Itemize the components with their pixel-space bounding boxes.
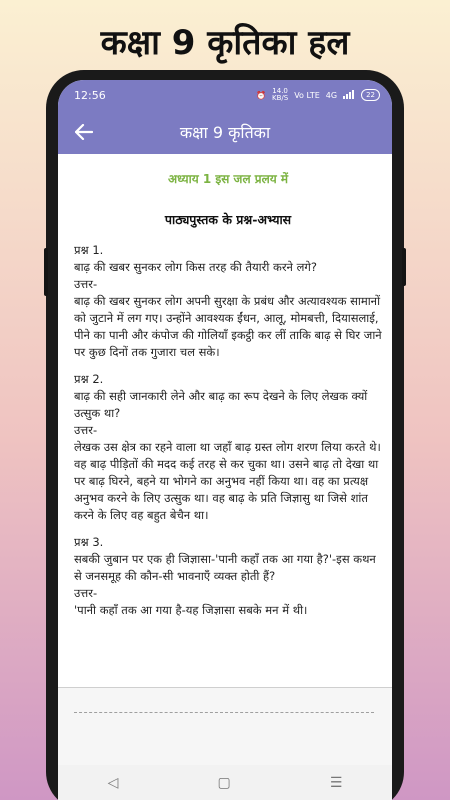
app-bar [58,110,392,154]
promo-title: कक्षा 9 कृतिका हल [100,23,350,63]
alarm-icon: ⏰ [256,90,266,100]
ad-area [58,688,392,765]
section-title: पाठ्यपुस्तक के प्रश्न-अभ्यास [164,212,292,227]
nav-recents-button[interactable]: ☰ [329,774,343,791]
question-block [74,242,382,361]
nav-home-button[interactable]: ▢ [217,774,231,791]
answer-label: उत्तर- [74,423,98,437]
phone-screen [58,80,392,800]
content[interactable] [58,154,392,619]
question-label: प्रश्न 1. [74,243,104,257]
signal-icon [343,90,355,101]
clipped-text-line [74,712,374,718]
app-title: कक्षा 9 कृतिका [179,123,271,142]
answer-label: उत्तर- [74,277,98,291]
question-label: प्रश्न 2. [74,372,104,386]
network-speed: 14.0 KB/S [271,87,289,102]
status-bar [58,80,392,110]
question-text: बाढ़ की खबर सुनकर लोग किस तरह की तैयारी करने लगे? [74,260,317,274]
signal-type: 4G [325,90,338,100]
answer-text: 'पानी कहाँ तक आ गया है-यह जिज्ञासा सबके मन में थी। [74,603,308,617]
question-block [74,534,382,619]
power-button [402,248,406,286]
question-label: प्रश्न 3. [74,535,104,549]
chapter-title: अध्याय 1 इस जल प्रलय में [167,172,289,186]
status-time: 12:56 [74,88,106,102]
volume-button [44,248,48,296]
nav-back-button[interactable]: ◁ [107,774,119,791]
status-icons [256,88,380,102]
question-text: सबकी जुबान पर एक ही जिज्ञासा-'पानी कहाँ तक आ गया है?'-इस कथन से जनसमूह की कौन-सी भावनाएँ व्यक्त होती हैं? [74,552,376,583]
question-block [74,371,382,524]
navigation-bar [58,765,392,800]
question-text: बाढ़ की सही जानकारी लेने और बाढ़ का रूप देखने के लिए लेखक क्यों उत्सुक था? [74,389,368,420]
battery-icon: 22 [361,89,380,101]
answer-text: बाढ़ की खबर सुनकर लोग अपनी सुरक्षा के प्रबंध और अत्यावश्यक सामानों को जुटाने में लग गए। उन्होंने आवश्यक ईंधन, आलू, मोमबत्ती, दियासलाई, पीने का पानी और कंपोज की गोलियाँ इकट्ठी कर लीं ताकि बाढ़ से घिर जाने पर कुछ दिनों तक गुजारा चल सके। [74,294,382,359]
answer-label: उत्तर- [74,586,98,600]
answer-text: लेखक उस क्षेत्र का रहने वाला था जहाँ बाढ़ ग्रस्त लोग शरण लिया करते थे। वह बाढ़ पीड़ितों की मदद कई तरह से कर चुका था। उसने बाढ़ तो देखा था पर बाढ़ घिरने, बहने या भोगने का अनुभव नहीं किया था। वह का प्रत्यक्ष अनुभव करने के लिए उत्सुक था। वह बाढ़ के प्रति जिज्ञासु था जिसे शांत करने के लिए वह बहुत बेचैन था। [74,440,381,522]
volte-indicator: Vo LTE [294,90,320,100]
